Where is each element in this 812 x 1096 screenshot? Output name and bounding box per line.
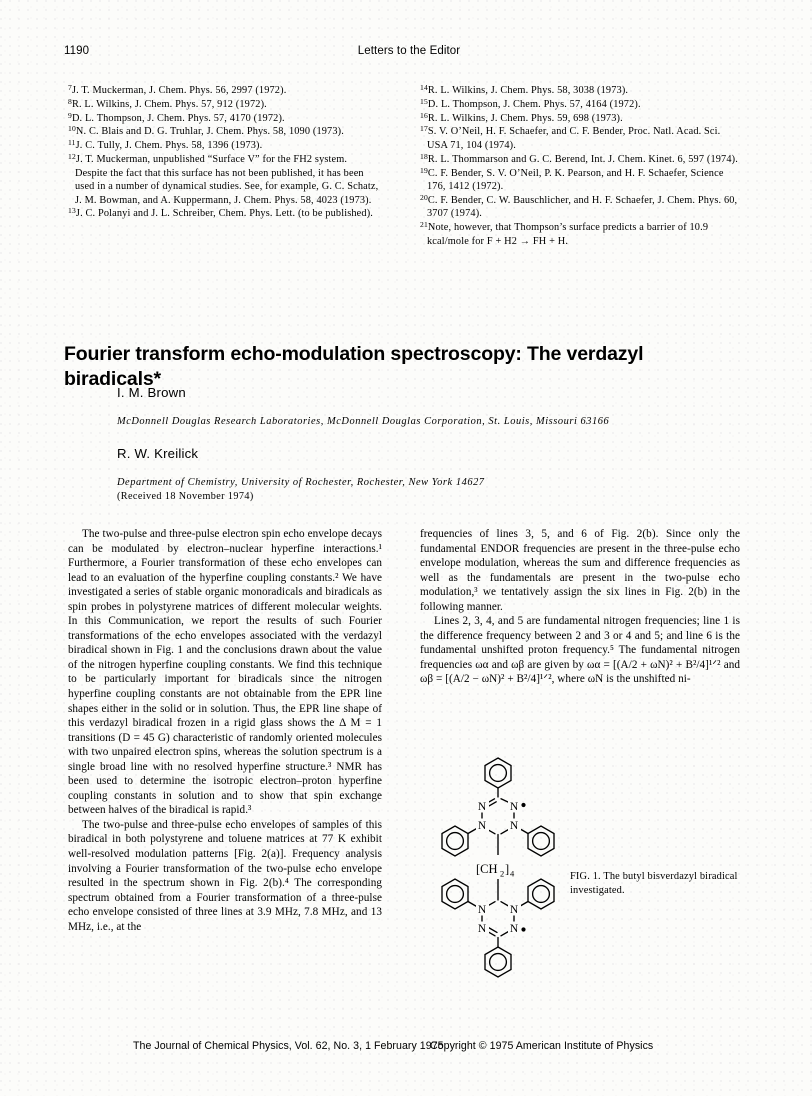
reference-number: 19: [420, 165, 428, 175]
reference-text: R. L. Wilkins, J. Chem. Phys. 59, 698 (1973).: [427, 112, 623, 124]
reference-text: D. L. Thompson, J. Chem. Phys. 57, 4170 (1972).: [71, 112, 285, 124]
reference-number: 16: [420, 110, 428, 120]
reference-text: J. C. Polanyi and J. L. Schreiber, Chem. Phys. Lett. (to be published).: [75, 208, 373, 220]
reference-text: S. V. O’Neil, H. F. Schaefer, and C. F. Bender, Proc. Natl. Acad. Sci. USA 71, 104 (1974).: [427, 126, 721, 151]
reference-text: D. L. Thompson, J. Chem. Phys. 57, 4164 (1972).: [427, 98, 641, 110]
reference-number: 14: [420, 82, 428, 92]
reference-item: [68, 125, 380, 139]
phenyl-ring-bottom: [485, 947, 511, 977]
reference-text: C. F. Bender, C. W. Bauschlicher, and H. F. Schaefer, J. Chem. Phys. 60, 3707 (1974).: [427, 194, 738, 220]
atom-label-n: N: [477, 801, 487, 813]
author-name: I. M. Brown: [117, 385, 186, 400]
reference-item: [68, 207, 380, 221]
atom-label-n: N: [509, 820, 519, 832]
body-column-left: [68, 527, 382, 934]
reference-text: R. L. Wilkins, J. Chem. Phys. 57, 912 (1972).: [71, 98, 267, 110]
reference-item: [68, 139, 380, 153]
figure-caption: FIG. 1. The butyl bisverdazyl biradical investigated.: [570, 871, 738, 896]
phenyl-ring-lower-left: [442, 879, 468, 909]
reference-text: C. F. Bender, S. V. O’Neil, P. K. Pearson, and H. F. Schaefer, Science 176, 1412 (1972).: [427, 167, 724, 193]
atom-label-n: N: [477, 923, 487, 935]
atom-label-n: N: [509, 904, 519, 916]
atom-label-n: N: [509, 801, 519, 813]
atom-label-n: N: [509, 923, 519, 935]
author-affiliation: McDonnell Douglas Research Laboratories, McDonnell Douglas Corporation, St. Louis, Missouri 63166: [117, 416, 610, 427]
reference-number: 20: [420, 192, 428, 202]
footer-copyright-line: Copyright © 1975 American Institute of Physics: [430, 1040, 654, 1052]
reference-item: [420, 125, 740, 152]
reference-item: [420, 98, 740, 112]
received-date: (Received 18 November 1974): [117, 491, 254, 502]
phenyl-ring-lower-right: [528, 879, 554, 909]
reference-item: [420, 194, 740, 221]
author-name: R. W. Kreilick: [117, 446, 199, 461]
reference-item: [68, 153, 380, 207]
reference-number: 15: [420, 96, 428, 106]
reference-text: J. T. Muckerman, J. Chem. Phys. 56, 2997 (1972).: [71, 85, 287, 96]
linker-label-bracket-open: [CH: [476, 862, 498, 876]
footer-journal-line: The Journal of Chemical Physics, Vol. 62, No. 3, 1 February 1975: [133, 1040, 444, 1052]
radical-dot-lower: [521, 927, 525, 931]
reference-list-right: [420, 84, 740, 249]
body-paragraph: The two-pulse and three-pulse electron spin echo envelope decays can be modulated by electron–nuclear hyperfine interactions.¹ Furthermore, a Fourier transformation of these echo envelopes can lead to an evaluation of the hyperfine coupling constants.² We have investigated a series of stable organic monoradicals and biradicals as spin probes in polystyrene matrices of different molecular weights. In this Communication, we report the results of such Fourier transformations of the echo envelopes associated with the verdazyl biradical shown in Fig. 1 and the conclusions drawn about the value of the nitrogen hyperfine coupling constants. We find this technique to be particularly important for biradicals since the nitrogen hyperfine coupling constants are not obtainable from the EPR line shapes either in the solid or in solution. Thus, the EPR line shape of this verdazyl biradical frozen in a rigid glass shows the Δ M = 1 transitions (D = 45 G) characteristic of randomly oriented molecules with two unpaired electron spins, whereas the solution spectrum is a single broad line with no resolved hyperfine structure.³ NMR has been used to determine the isotropic electron–proton hyperfine coupling constants in solution and to show that spin exchange between halves of the biradical is rapid.³: [68, 528, 382, 817]
reference-item: [420, 153, 740, 167]
reference-item: [68, 112, 380, 126]
reference-number: 10: [68, 124, 76, 134]
atom-label-n: N: [477, 820, 487, 832]
reference-number: 7: [68, 82, 72, 92]
page-folio: 1190: [64, 45, 90, 57]
linker-label-subscript: 2: [500, 868, 505, 879]
verdazyl-biradical-structure-diagram: [418, 752, 578, 1032]
reference-number: 11: [68, 137, 76, 147]
reference-item: [420, 221, 740, 248]
page-footer: [64, 1040, 754, 1056]
reference-number: 21: [420, 220, 428, 230]
reference-text: Note, however, that Thompson’s surface predicts a barrier of 10.9 kcal/mole for F + H2 → FH + H.: [427, 222, 709, 247]
reference-text: R. L. Thommarson and G. C. Berend, Int. J. Chem. Kinet. 6, 597 (1974).: [427, 153, 738, 165]
radical-dot-upper: [521, 803, 525, 807]
linker-label-bracket-close: ]: [505, 862, 510, 876]
body-paragraph: Lines 2, 3, 4, and 5 are fundamental nitrogen frequencies; line 1 is the difference frequency between 2 and 3 or 4 and 5; and line 6 is the fundamental unshifted proton frequency.⁵ The fundamental nitrogen frequencies ωα and ωβ are given by ωα = [(A/2 + ωN)² + B²/4]¹ᐟ² and ωβ = [(A/2 − ωN)² + B²/4]¹ᐟ², where ωN is the unshifted ni-: [420, 615, 740, 686]
running-head: [64, 45, 754, 61]
phenyl-ring-upper-left: [442, 826, 468, 856]
author-affiliation: Department of Chemistry, University of Rochester, Rochester, New York 14627: [117, 477, 485, 488]
reference-item: [420, 112, 740, 126]
figure-1: [418, 752, 748, 1037]
phenyl-ring-upper-right: [528, 826, 554, 856]
reference-number: 9: [68, 110, 72, 120]
reference-number: 17: [420, 124, 428, 134]
body-column-right: [420, 527, 740, 687]
linker-label-group: [474, 855, 522, 879]
reference-text: J. C. Tully, J. Chem. Phys. 58, 1396 (1973).: [75, 140, 263, 152]
reference-number: 8: [68, 96, 72, 106]
reference-text: J. T. Muckerman, unpublished “Surface V” for the FH2 system. Despite the fact that this surface has not been published, it has been used in a number of dynamical studies. See, for example, G. C. Schatz, J. M. Bowman, and A. Kuppermann, J. Chem. Phys. 58, 4023 (1973).: [75, 153, 379, 206]
phenyl-ring-top: [485, 758, 511, 788]
reference-item: [68, 98, 380, 112]
atom-label-n: N: [477, 904, 487, 916]
article-title: Fourier transform echo-modulation spectroscopy: The verdazyl biradicals*: [64, 343, 644, 391]
reference-text: R. L. Wilkins, J. Chem. Phys. 58, 3038 (1973).: [427, 85, 629, 96]
body-paragraph: frequencies of lines 3, 5, and 6 of Fig. 2(b). Since only the fundamental ENDOR frequencies are present in the three-pulse echo envelope modulation, whereas the sum and difference frequencies as well as the fundamentals are present in the two-pulse echo modulation,³ we tentatively assign the six lines in Fig. 2(b) in the following manner.: [420, 528, 740, 613]
reference-text: N. C. Blais and D. G. Truhlar, J. Chem. Phys. 58, 1090 (1973).: [75, 126, 344, 138]
linker-label-count: 4: [510, 868, 515, 879]
reference-list-left: [68, 84, 380, 221]
reference-number: 18: [420, 151, 428, 161]
reference-item: [68, 84, 380, 98]
reference-item: [420, 84, 740, 98]
reference-number: 13: [68, 206, 76, 216]
reference-item: [420, 167, 740, 194]
running-head-title: Letters to the Editor: [357, 45, 461, 57]
reference-number: 12: [68, 151, 76, 161]
body-paragraph: The two-pulse and three-pulse echo envelopes of samples of this biradical in both polystyrene and toluene matrices at 77 K exhibit well-resolved modulation patterns [Fig. 2(a)]. Frequency analysis involving a Fourier transformation of the two-pulse echo envelope resulted in the spectrum shown in Fig. 2(b).⁴ The corresponding spectrum obtained from a Fourier transformation of a three-pulse echo envelope consisted of three lines at 3.9 MHz, 7.8 MHz, and 13 MHz, i.e., at the: [68, 818, 382, 933]
